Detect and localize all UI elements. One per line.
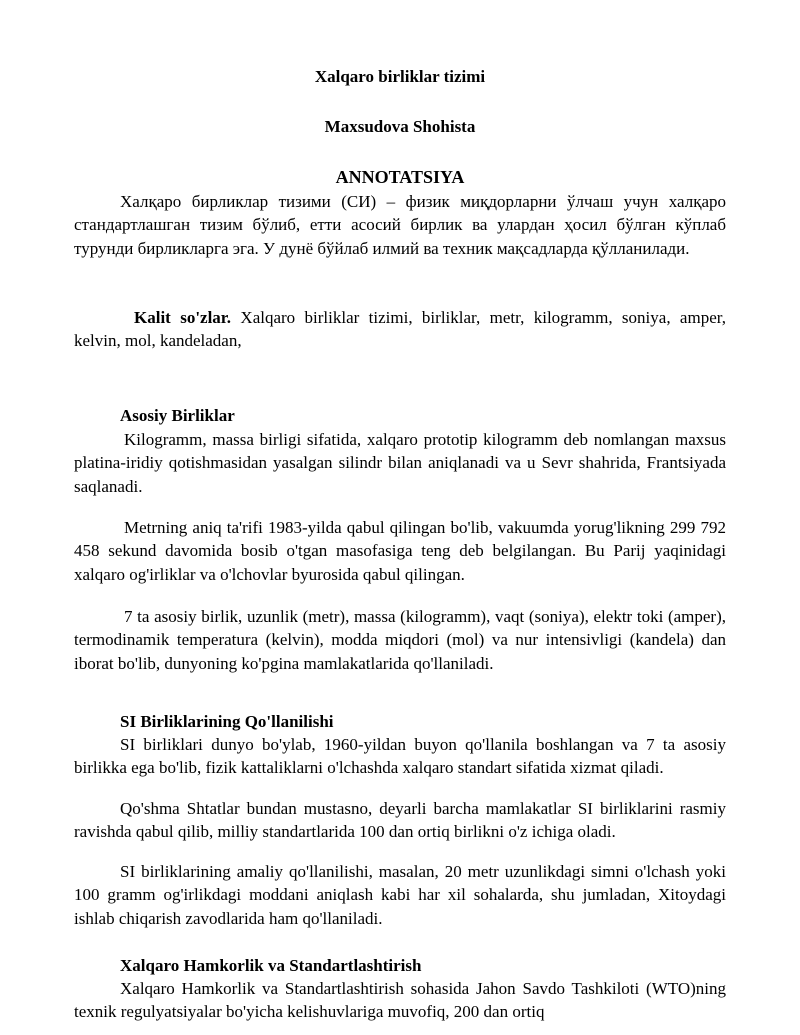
section-basic-units-p1 [74, 428, 726, 498]
keywords-block [74, 306, 726, 353]
paragraph: SI birliklari dunyo bo'ylab, 1960-yildan buyon qo'llanila boshlangan va 7 ta asosiy birlikka ega bo'lib, fizik kattaliklarni o'lchashda xalqaro standart sifatida xizmat qiladi. [74, 735, 726, 778]
section-basic-units-p3 [74, 605, 726, 675]
author-name: Maxsudova Shohista [324, 117, 476, 136]
annotation-paragraph: Халқаро бирликлар тизими (СИ) – физик миқдорларни ўлчаш учун халқаро стандартлашган тизим бўлиб, етти асосий бирлик ва улардан ҳосил бўлган кўплаб турунди бирликларга эга. У дунё бўйлаб илмий ва техник мақсадларда қўлланилади. [74, 192, 726, 258]
annotation-heading: ANNOTATSIYA [335, 167, 465, 187]
document-title: Xalqaro birliklar tizimi [314, 67, 486, 86]
paragraph: Xalqaro Hamkorlik va Standartlashtirish sohasida Jahon Savdo Tashkiloti (WTO)ning texnik regulyatsiyalar bo'yicha kelishuvlariga muvofiq, 200 dan ortiq [74, 979, 726, 1022]
paragraph: Metrning aniq ta'rifi 1983-yilda qabul qilingan bo'lib, vakuumda yorug'likning 299 792 458 sekund davomida bosib o'tgan masofasiga teng deb belgilangan. Bu Parij yaqinidagi xalqaro og'irliklar va o'lchovlar byurosida qabul qilingan. [74, 518, 726, 584]
section-basic-units-p2 [74, 516, 726, 586]
paragraph: 7 ta asosiy birlik, uzunlik (metr), massa (kilogramm), vaqt (soniya), elektr toki (amper), termodinamik temperatura (kelvin), modda miqdori (mol) va nur intensivligi (kandela) dan iborat bo'lib, dunyoning ko'pgina mamlakatlarida qo'llaniladi. [74, 607, 726, 673]
keywords-text: Xalqaro birliklar tizimi, birliklar, metr, kilogramm, soniya, amper, kelvin, mol, kandeladan, [74, 308, 726, 351]
paragraph: Qo'shma Shtatlar bundan mustasno, deyarli barcha mamlakatlar SI birliklarini rasmiy ravishda qabul qilib, milliy standartlarida 100 dan ortiq birlikni o'z ichiga oladi. [74, 799, 726, 842]
section-si-usage-p1 [74, 733, 726, 780]
keywords-paragraph [74, 306, 726, 353]
section-heading-basic-units: Asosiy Birliklar [120, 406, 235, 425]
section-heading-si-usage: SI Birliklarining Qo'llanilishi [120, 712, 334, 731]
annotation-block [74, 190, 726, 260]
section-si-usage-p3 [74, 860, 726, 930]
paragraph: SI birliklarining amaliy qo'llanilishi, masalan, 20 metr uzunlikdagi simni o'lchash yoki 100 gramm og'irlikdagi moddani aniqlash kabi har xil sohalarda, shu jumladan, Xitoydagi ishlab chiqarish zavodlarida ham qo'llaniladi. [74, 862, 726, 928]
section-heading-cooperation: Xalqaro Hamkorlik va Standartlashtirish [120, 956, 422, 975]
keywords-label: Kalit so'zlar. [134, 308, 232, 327]
section-cooperation-p1 [74, 977, 726, 1024]
section-si-usage-p2 [74, 797, 726, 844]
paragraph: Kilogramm, massa birligi sifatida, xalqaro prototip kilogramm deb nomlangan maxsus platina-iridiy qotishmasidan yasalgan silindr bilan aniqlanadi va u Sevr shahrida, Frantsiyada saqlanadi. [74, 430, 726, 496]
